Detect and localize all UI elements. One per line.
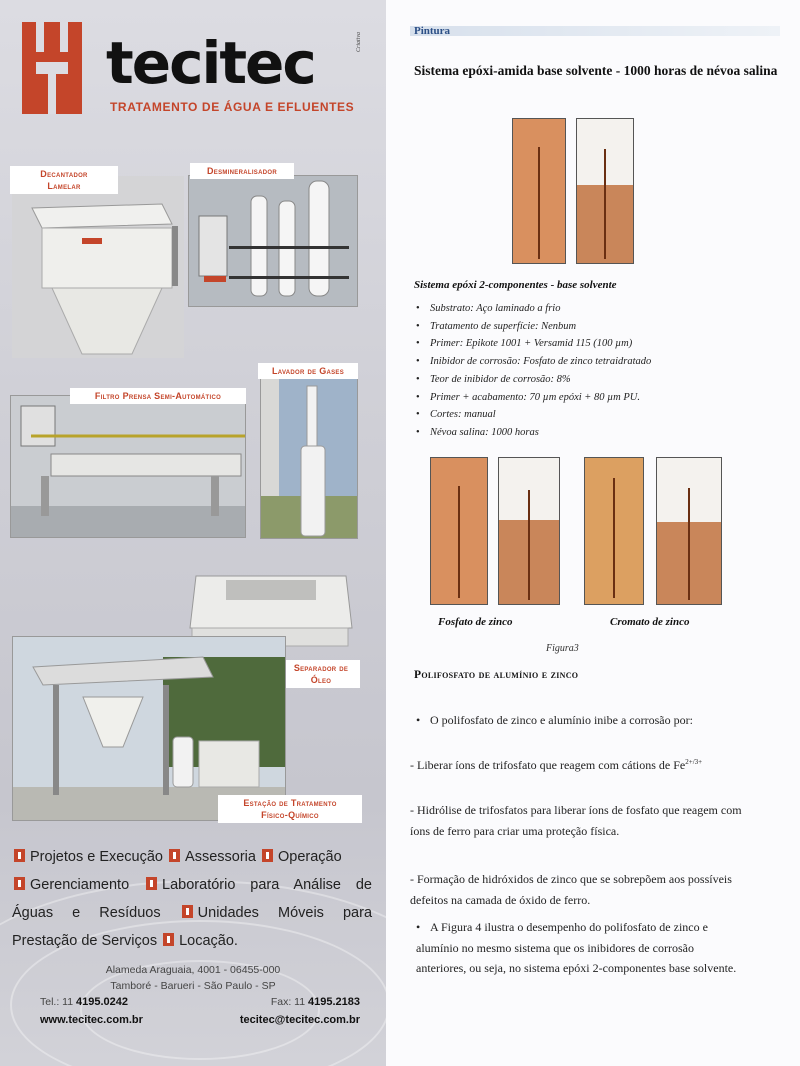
brand-name: tecitec xyxy=(106,29,315,97)
bullet-logo-icon xyxy=(163,933,174,946)
telephone xyxy=(40,994,128,1010)
paragraph-text: A Figura 4 ilustra o desempenho do polifosfato de zinco e alumínio no mesmo sistema que os inibidores de corrosão anteriores, ou seja, no sistema epóxi 2-componentes base solvente. xyxy=(416,920,737,975)
fosfato-panel-after xyxy=(498,457,560,605)
spec-item: • Inibidor de corrosão: Fosfato de zinco tetraidratado xyxy=(416,353,776,371)
article-page xyxy=(386,0,800,1066)
decantador-label-line1: Decantador xyxy=(40,169,88,179)
address-line1: Alameda Araguaia, 4001 - 06455-000 xyxy=(105,964,281,976)
address-line2: Tamboré - Barueri - São Paulo - SP xyxy=(110,980,276,992)
spec-item: • Teor de inibidor de corrosão: 8% xyxy=(416,371,776,389)
paragraph-bullet: • O polifosfato de zinco e alumínio inibe a corrosão por: xyxy=(416,713,693,727)
superscript: 2+/3+ xyxy=(685,758,703,766)
spec-item: • Tratamento de superfície: Nenbum xyxy=(416,318,776,336)
tecitec-advertisement xyxy=(0,0,386,1066)
spec-item: • Cortes: manual xyxy=(416,406,776,424)
article-title: Sistema epóxi-amida base solvente - 1000 horas de névoa salina xyxy=(414,63,778,78)
caption-cromato: Cromato de zinco xyxy=(610,616,690,628)
section-name: Pintura xyxy=(414,25,451,37)
service-laboratorio: Laboratório para Análise de xyxy=(162,877,372,893)
paragraph-dash: - Formação de hidróxidos de zinco que se sobrepõem aos possíveis defeitos na camada de óxido de ferro. xyxy=(410,872,732,907)
caption-fosfato: Fosfato de zinco xyxy=(438,616,513,628)
company-address xyxy=(0,962,386,994)
company-contacts xyxy=(40,994,360,1028)
separador-oleo-label xyxy=(282,660,360,688)
tecitec-logo-icon xyxy=(22,22,82,114)
email-link[interactable]: tecitec@tecitec.com.br xyxy=(239,1014,360,1026)
section2-heading: Polifosfato de alumínio e zinco xyxy=(414,669,579,681)
estacao-label-line2: Físico-Químico xyxy=(261,810,319,820)
spec-item: • Névoa salina: 1000 horas xyxy=(416,424,776,442)
service-unidades-moveis-cont: Prestação de Serviços xyxy=(12,933,158,949)
brand-tagline: TRATAMENTO DE ÁGUA E EFLUENTES xyxy=(110,100,355,114)
bullet-logo-icon xyxy=(262,849,273,862)
service-operacao: Operação xyxy=(277,849,342,865)
bullet-logo-icon xyxy=(14,849,25,862)
bullet-logo-icon xyxy=(169,849,180,862)
service-gerenciamento: Gerenciamento xyxy=(30,877,130,893)
filtro-prensa-label: Filtro Prensa Semi-Automático xyxy=(70,388,246,404)
fosfato-panel-before xyxy=(430,457,488,605)
paragraph-dash: - Liberar íons de trifosfato que reagem com cátions de $Fe^{2+/3+}$ xyxy=(410,758,703,772)
lavador-gases-photo xyxy=(260,375,358,539)
service-unidades-moveis: Unidades Móveis para xyxy=(197,905,373,921)
figure-caption: Figura3 xyxy=(546,643,579,654)
spec-item: • Primer: Epikote 1001 + Versamid 115 (100 µm) xyxy=(416,335,776,353)
separador-label-line2: Óleo xyxy=(310,675,332,685)
section-header-bar xyxy=(410,26,780,36)
services-list xyxy=(12,843,372,955)
cromato-panel-before xyxy=(584,457,644,605)
test-panel-after xyxy=(576,118,634,264)
fax-number: 4195.2183 xyxy=(308,996,360,1008)
decantador-label-line2: Lamelar xyxy=(47,181,81,191)
filtro-prensa-photo xyxy=(10,395,246,538)
paragraph-text: Hidrólise de trifosfatos para liberar íons de fosfato que reagem com íons de ferro para criar uma proteção física. xyxy=(410,803,742,838)
test-panel-before xyxy=(512,118,566,264)
estacao-label-line1: Estação de Tratamento xyxy=(243,798,337,808)
paragraph-text: O polifosfato de zinco e alumínio inibe a corrosão por: xyxy=(430,713,693,727)
paragraph-dash: - Hidrólise de trifosfatos para liberar íons de fosfato que reagem com íons de ferro para criar uma proteção física. xyxy=(410,803,742,838)
paragraph-bullet: • A Figura 4 ilustra o desempenho do polifosfato de zinco e alumínio no mesmo sistema que os inibidores de corrosão anteriores, ou seja, no sistema epóxi 2-componentes base solvente. xyxy=(416,920,737,975)
desmineralisador-label: Desmineralisador xyxy=(190,163,294,179)
test-specifications xyxy=(416,300,776,442)
decantador-label xyxy=(10,166,118,194)
fax xyxy=(271,994,360,1010)
paragraph-text: Formação de hidróxidos de zinco que se sobrepõem aos possíveis defeitos na camada de óxido de ferro. xyxy=(410,872,732,907)
agency-credit: Criativa xyxy=(356,32,362,53)
separador-label-line1: Separador de xyxy=(293,663,349,673)
fax-label: Fax: 11 xyxy=(270,996,306,1008)
estacao-tratamento-photo xyxy=(12,636,286,821)
spec-item: • Substrato: Aço laminado a frio xyxy=(416,300,776,318)
tel-label: Tel.: 11 xyxy=(40,996,74,1008)
desmineralisador-photo xyxy=(188,175,358,307)
bullet-logo-icon xyxy=(14,877,25,890)
service-assessoria: Assessoria xyxy=(185,849,256,865)
website-link[interactable]: www.tecitec.com.br xyxy=(40,1014,143,1026)
cromato-panel-after xyxy=(656,457,722,605)
tel-number: 4195.0242 xyxy=(76,996,128,1008)
decantador-photo xyxy=(12,176,184,358)
lavador-gases-label: Lavador de Gases xyxy=(258,363,358,379)
service-projetos: Projetos e Execução xyxy=(30,849,163,865)
paragraph-text: Liberar íons de trifosfato que reagem com cátions de Fe xyxy=(417,758,686,772)
service-locacao: Locação. xyxy=(179,933,238,949)
bullet-logo-icon xyxy=(146,877,157,890)
service-laboratorio-cont: Águas e Resíduos xyxy=(12,905,161,921)
system-subtitle: Sistema epóxi 2-componentes - base solvente xyxy=(414,279,617,291)
bullet-logo-icon xyxy=(182,905,193,918)
estacao-tratamento-label xyxy=(218,795,362,823)
spec-item: • Primer + acabamento: 70 µm epóxi + 80 µm PU. xyxy=(416,389,776,407)
